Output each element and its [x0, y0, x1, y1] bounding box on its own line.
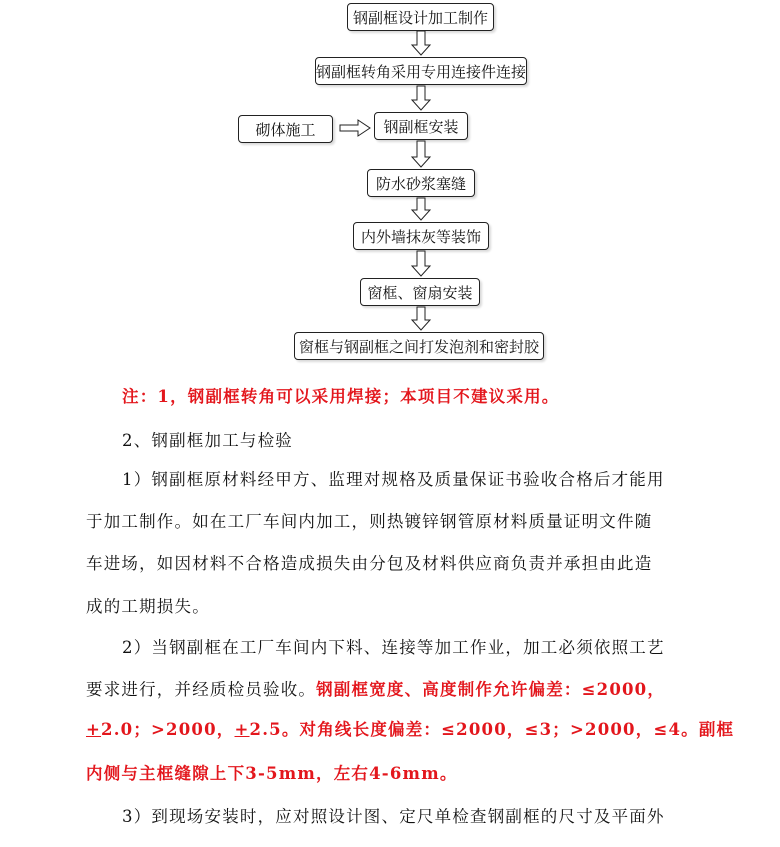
down-arrow-icon: [412, 198, 430, 220]
flowchart: [0, 0, 780, 370]
note-line: 注：1，钢副框转角可以采用焊接；本项目不建议采用。: [122, 387, 560, 406]
plus-minus-sign: +: [234, 720, 250, 739]
flow-step-window: 窗框、窗扇安装: [360, 278, 480, 306]
down-arrow-icon: [412, 251, 430, 276]
para2-line3-a: 2.0；>2000，: [101, 720, 235, 739]
flow-step-install: 钢副框安装: [374, 112, 468, 140]
flow-step-plaster: 内外墙抹灰等装饰: [353, 222, 489, 250]
down-arrow-icon: [412, 307, 430, 330]
para2-line3: [86, 716, 734, 740]
down-arrow-icon: [412, 31, 430, 55]
para2-line4: 内侧与主框缝隙上下3-5mm，左右4-6mm。: [86, 764, 458, 783]
para1-line2: 于加工制作。如在工厂车间内加工，则热镀锌钢管原材料质量证明文件随: [86, 512, 653, 531]
para2-line2-black: 要求进行，并经质检员验收。: [86, 680, 317, 699]
flow-step-mortar: 防水砂浆塞缝: [367, 169, 475, 197]
para1-line4: 成的工期损失。: [86, 597, 210, 616]
flow-step-connector: 钢副框转角采用专用连接件连接: [315, 57, 527, 85]
tolerance-text: 钢副框宽度、高度制作允许偏差：≤2000，: [316, 680, 666, 699]
flow-arrows: [0, 0, 780, 370]
right-arrow-icon: [340, 120, 370, 136]
para3-line1: 3）到现场安装时，应对照设计图、定尺单检查钢副框的尺寸及平面外: [122, 807, 665, 826]
para2-line2: [86, 676, 665, 700]
down-arrow-icon: [412, 86, 430, 110]
flow-step-sealant: 窗框与钢副框之间打发泡剂和密封胶: [294, 332, 544, 360]
para1-line3: 车进场，如因材料不合格造成损失由分包及材料供应商负责并承担由此造: [86, 554, 653, 573]
flow-step-design: 钢副框设计加工制作: [347, 3, 494, 31]
plus-minus-sign: +: [86, 720, 102, 739]
flow-step-masonry: 砌体施工: [238, 115, 333, 143]
para2-line3-b: 2.5。对角线长度偏差：≤2000，≤3；>2000，≤4。副框: [249, 720, 735, 739]
section-heading: 2、钢副框加工与检验: [122, 431, 293, 450]
down-arrow-icon: [412, 141, 430, 167]
para1-line1: 1）钢副框原材料经甲方、监理对规格及质量保证书验收合格后才能用: [122, 470, 665, 489]
para2-line1: 2）当钢副框在工厂车间内下料、连接等加工作业，加工必须依照工艺: [122, 638, 665, 657]
